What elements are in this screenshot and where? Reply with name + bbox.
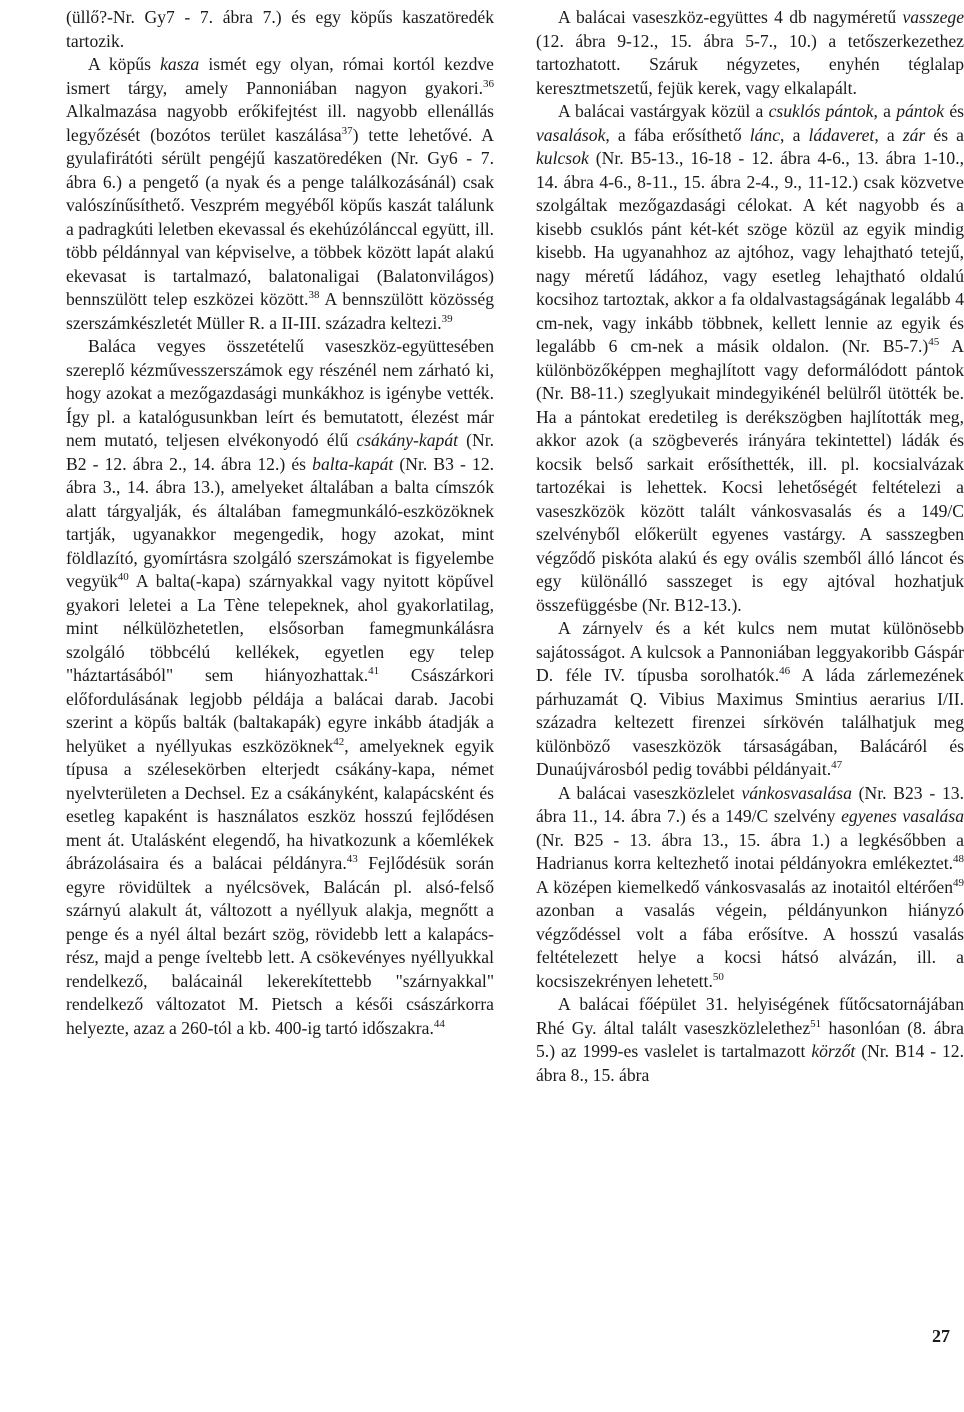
paragraph: A balácai vaseszközlelet vánkosvasalása (Nr. B23 - 13. ábra 11., 14. ábra 7.) és a 149/C szelvény egyenes vasalása (Nr. B25 - 13. ábra 13., 15. ábra 1.) a legkésőbben a Hadrianus korra keltezhető inotai példányokra emlékeztet.$^{48}$ A középen kiemelkedő vánkosvasalás az inotaitól eltérően$^{49}$ azonban a vasalás végein, példányunkon hiányzó végződéssel volt a fába erősítve. A hosszú vasalás feltételezett helye a kocsi hátsó alvázán, ill. a kocsiszekrényen lehetett.$^{50}$: [536, 782, 964, 991]
footnote-ref: 45: [928, 336, 940, 348]
paragraph: Baláca vegyes összetételű vaseszköz-együttesében szereplő kézművesszerszámok egy részénél nem zárható ki, hogy azokat a mezőgazdasági munkákhoz is igénybe vették. Így pl. a katalógusunkban leírt és bemutatott, élezést már nem mutató, teljesen elvékonyodó élű csákány-kapát (Nr. B2 - 12. ábra 2., 14. ábra 12.) és balta-kapát (Nr. B3 - 12. ábra 3., 14. ábra 13.), amelyeket általában a balta címszók alatt tárgyalják, és általában famegmunkáló-eszközöknek tartják, ugyanakkor megengedik, hogy azokat, mint földlazító, gyomírtásra szolgáló szerszámokat is figyelembe vegyük$^{40}$ A balta(-kapa) szárnyakkal vagy nyitott köpűvel gyakori leletei a La Tène telepeknek, ahol gyakorlatilag, mint nélkülözhetetlen, elsősorban famegmunkálásra szolgáló többcélú kellékek, egyetlen egy telep "háztartásából" sem hiányozhattak.$^{41}$ Császárkori előfordulásának legjobb példája a balácai darab. Jacobi szerint a köpűs balták (baltakapák) egyre inkább átadják a helyüket a nyéllyukas eszközöknek$^{42}$, amelyeknek egyik típusa a szélesekörben elterjedt csákány-kapa, német nyelvterületen a Dechsel. Ez a csákányként, kalapácsként és esetleg kapaként is használatos eszköz hosszú fejlődésen ment át. Utalásként elegendő, ha hivatkozunk a kőemlékek ábrázolásaira és a balácai példányra.$^{43}$ Fejlődésük során egyre rövidültek a nyélcsövek, Balácán pl. alsó-felső szárnyú alakult át, változott a nyéllyuk alakja, megnőtt a penge és a nyél által bezárt szög, rövidebb lett a kalapács-rész, majd a penge íveltebb lett. A csökevényes nyéllyukkal rendelkező, balácainál lekerekítettebb "szárnyakkal" rendelkező változatot M. Pietsch a késői császárkorra helyezte, azaz a 260-tól a kb. 400-ig tartó időszakra.$^{44}$: [66, 336, 495, 1038]
paragraph: A zárnyelv és a két kulcs nem mutat különösebb sajátosságot. A kulcsok a Pannoniában leggyakoribb Gáspár D. féle IV. típusba sorolhatók.$^{46}$ A láda zárlemezének párhuzamát Q. Vibius Maximus Smintius aerarius I/II. századra keltezett firenzei sírkövén találhatjuk meg különböző vaseszközök társaságában, Balácáról és Dunaújvárosból pedig további példányait.$^{47}$: [536, 618, 964, 779]
footnote-ref: 47: [831, 759, 843, 771]
footnote-ref: 42: [333, 735, 345, 748]
footnote-ref: 37: [341, 124, 353, 137]
footnote-ref: 41: [368, 665, 380, 677]
paragraph: (üllő?-Nr. Gy7 - 7. ábra 7.) és egy köpűs kaszatöredék tartozik.: [66, 7, 494, 51]
paragraph: A köpűs kasza ismét egy olyan, római kortól kezdve ismert tárgy, amely Pannoniában nagyon gyakori.$^{36}$ Alkalmazása nagyobb erőkifejtést ill. nagyobb ellenállás legyőzését (bozótos terület kaszálása$^{37}$) tette lehetővé. A gyulafirátóti sérült pengéjű kaszatöredéken (Nr. Gy6 - 7. ábra 6.) a pengető (a nyak és a penge találkozásánál) csak valószínűsíthető. Veszprém megyéből köpűs kaszát találunk a padragkúti leletben ekevassal és ekehúzólánccal együtt, ill. több példánnyal van képviselve, a többek között lapát alakú ekevasat is tartalmazó, balatonaligai (Balatonvilágos) bennszülött telep eszközei között.$^{38}$ A bennszülött közösség szerszámkészletét Müller R. a II-III. századra keltezi.$^{39}$: [66, 54, 494, 333]
footnote-ref: 40: [117, 571, 129, 583]
paragraph: A balácai főépület 31. helyiségének fűtőcsatornájában Rhé Gy. által talált vaseszközlelethez$^{51}$ hasonlóan (8. ábra 5.) az 1999-es vaslelet is tartalmazott körzőt (Nr. B14 - 12. ábra 8., 15. ábra: [536, 994, 964, 1085]
footnote-ref: 38: [308, 289, 320, 301]
paragraph: A balácai vaseszköz-együttes 4 db nagyméretű vasszege (12. ábra 9-12., 15. ábra 5-7., 10.) a tetőszerkezethez tartozhatott. Száruk négyzetes, enyhén téglalap keresztmetszetű, fejük kerek, vagy elkalapált.: [536, 7, 964, 98]
page-number: 27: [932, 1326, 950, 1346]
footnote-ref: 43: [346, 853, 358, 865]
footnote-ref: 36: [483, 77, 494, 90]
right-column: [536, 6, 964, 1087]
footnote-ref: 49: [953, 876, 964, 889]
footnote-ref: 50: [712, 970, 724, 983]
footnote-ref: 44: [433, 1017, 445, 1030]
paragraph: A balácai vastárgyak közül a csuklós pántok, a pántok és vasalások, a fába erősíthető lánc, a ládaveret, a zár és a kulcsok (Nr. B5-13., 16-18 - 12. ábra 4-6., 13. ábra 1-10., 14. ábra 4-6., 8-11., 15. ábra 2-4., 9., 11-12.) csak közvetve szolgáltak mezőgazdasági célokat. A két nagyobb és a kisebb csuklós pánt két-két szöge közül az egyik mindig kisebb. Ha ugyanahhoz az ajtóhoz, vagy lehajtható tetejű, nagy méretű ládához, vagy esetleg lehajtható oldalú kocsihoz tartoztak, akkor a fa oldalvastagságának legalább 4 cm-nek, vagy inkább többnek, kellett lennie az egyik és legalább 6 cm-nek a másik oldalon. (Nr. B5-7.)$^{45}$ A különbözőképpen meghajlított vagy deformálódott pántok (Nr. B8-11.) szeglyukait mindegyikénél belülről ütötték be. Ha a pántokat eredetileg is derékszögben hajlították meg, akkor azok (a szögbeverés irányára tekintettel) ládák és kocsik belső sarkait erősíthették, ill. pl. kocsialvázak tartozékai is lehettek. Kocsi lehetőségét feltételezi a vaseszközök között talált vánkosvasalás és a 149/C szelvényből előkerült egyenes vastárgy. A sasszegben végződő piskóta alakú és egy ovális szemből álló láncot és egy különálló sasszeget is egy ajtóval hozhatjuk összefüggésbe (Nr. B12-13.).: [536, 101, 964, 615]
footnote-ref: 48: [953, 853, 964, 865]
footnote-ref: 46: [779, 665, 791, 677]
footnote-ref: 39: [441, 312, 453, 325]
left-column: [66, 6, 494, 1040]
footnote-ref: 51: [810, 1017, 822, 1030]
